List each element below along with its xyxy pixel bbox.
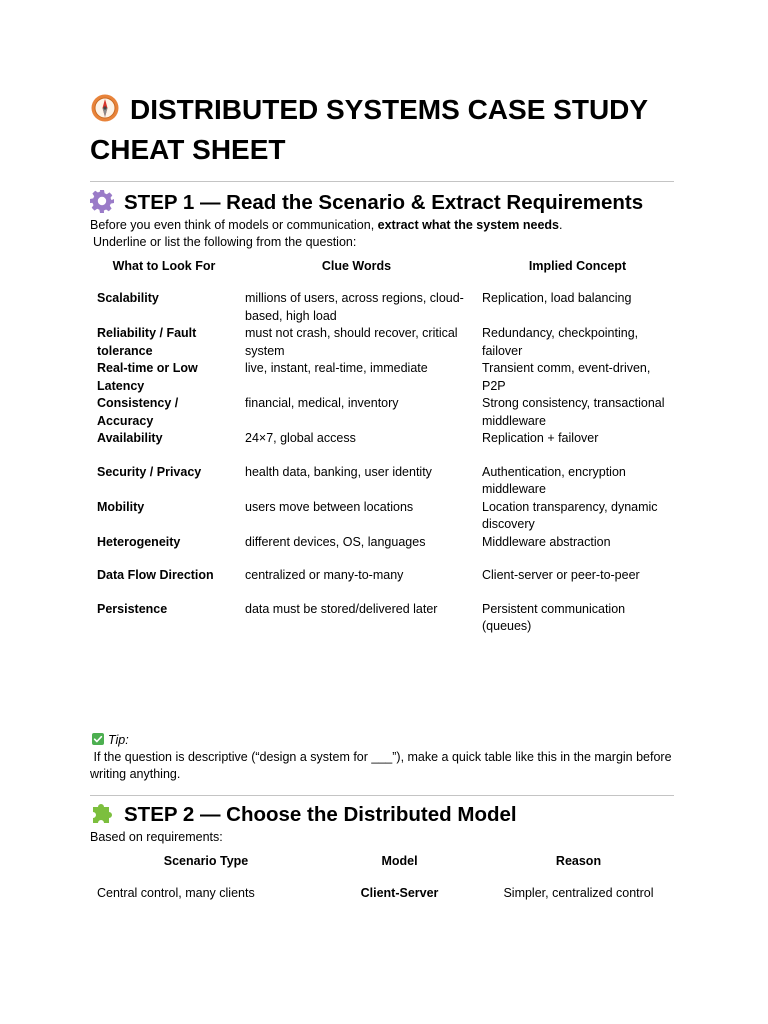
step2-heading — [90, 801, 517, 828]
reason-cell: Simpler, centralized control — [503, 886, 654, 900]
divider — [90, 181, 674, 182]
step1-intro2: Underline or list the following from the question: — [93, 235, 357, 249]
clue-words-cell: different devices, OS, languages — [245, 534, 426, 549]
implied-concept-cell: Middleware abstraction — [482, 534, 611, 549]
clue-words-cell: users move between locations — [245, 499, 414, 514]
column-header: What to Look For — [112, 259, 216, 273]
gear-icon — [90, 189, 114, 213]
table-row — [90, 360, 680, 395]
table-header-row — [90, 258, 680, 290]
requirement-cell: Availability — [97, 431, 163, 445]
scenario-type-cell: Central control, many clients — [97, 886, 255, 900]
table-row — [90, 395, 680, 430]
implied-concept-cell: Location transparency, dynamic discovery — [482, 499, 658, 532]
step1-intro-bold: extract what the system needs — [377, 218, 559, 232]
implied-concept-cell: Replication + failover — [482, 431, 599, 445]
puzzle-piece-icon — [90, 801, 114, 825]
clue-words-cell: millions of users, across regions, cloud-based, high load — [245, 291, 464, 323]
table-row — [90, 499, 680, 534]
requirement-cell: Persistence — [97, 601, 168, 616]
implied-concept-cell: Transient comm, event-driven, P2P — [482, 361, 651, 393]
step2-intro: Based on requirements: — [90, 830, 223, 844]
table-row — [90, 464, 680, 499]
column-header: Implied Concept — [528, 259, 627, 273]
requirement-cell: Mobility — [97, 499, 145, 514]
title-text: DISTRIBUTED SYSTEMS CASE STUDY CHEAT SHEET — [90, 94, 648, 165]
clue-words-cell: health data, banking, user identity — [245, 464, 432, 479]
clue-words-cell: 24×7, global access — [245, 431, 356, 445]
step1-intro — [90, 217, 562, 234]
table-row — [90, 325, 680, 360]
column-header: Model — [381, 854, 418, 868]
implied-concept-cell: Persistent communication (queues) — [482, 601, 626, 634]
step2-heading-text: STEP 2 — Choose the Distributed Model — [124, 803, 517, 826]
requirement-cell: Real-time or Low Latency — [97, 361, 198, 393]
requirements-table — [90, 258, 680, 636]
clue-words-cell: must not crash, should recover, critical system — [245, 326, 458, 358]
column-header: Scenario Type — [163, 854, 249, 868]
requirement-cell: Consistency / Accuracy — [97, 396, 179, 428]
implied-concept-cell: Authentication, encryption middleware — [482, 464, 626, 497]
check-mark-icon — [92, 733, 104, 745]
table-header-row — [90, 853, 680, 885]
implied-concept-cell: Replication, load balancing — [482, 291, 632, 305]
column-header: Reason — [555, 854, 602, 868]
table-row — [90, 567, 680, 601]
clue-words-cell: financial, medical, inventory — [245, 396, 399, 410]
implied-concept-cell: Strong consistency, transactional middleware — [482, 396, 665, 428]
model-table — [90, 853, 680, 909]
table-row — [90, 534, 680, 568]
compass-icon — [90, 93, 120, 123]
tip-label: Tip: — [108, 733, 129, 747]
implied-concept-cell: Client-server or peer-to-peer — [482, 568, 640, 583]
table-row — [90, 290, 680, 325]
table-row — [90, 601, 680, 636]
requirement-cell: Reliability / Fault tolerance — [97, 326, 197, 358]
requirement-cell: Scalability — [97, 291, 159, 305]
table-row — [90, 430, 680, 464]
step1-heading — [90, 189, 643, 216]
implied-concept-cell: Redundancy, checkpointing, failover — [482, 326, 639, 358]
clue-words-cell: data must be stored/delivered later — [245, 601, 438, 616]
requirement-cell: Heterogeneity — [97, 534, 181, 549]
tip-text — [90, 749, 680, 783]
model-cell: Client-Server — [360, 886, 439, 900]
tip-label-line — [92, 732, 129, 749]
table-row — [90, 885, 680, 909]
step1-intro-end: . — [558, 218, 563, 232]
requirement-cell: Data Flow Direction — [97, 568, 214, 583]
column-header: Clue Words — [321, 259, 392, 273]
clue-words-cell: centralized or many-to-many — [245, 568, 404, 583]
divider — [90, 795, 674, 796]
step1-intro-plain: Before you even think of models or communication, — [90, 218, 378, 232]
requirement-cell: Security / Privacy — [97, 464, 202, 479]
page-title — [90, 90, 690, 170]
tip-text-content: If the question is descriptive (“design a system for ___”), make a quick table like this in the margin before writing anything. — [90, 750, 672, 781]
step1-heading-text: STEP 1 — Read the Scenario & Extract Requirements — [124, 191, 644, 214]
clue-words-cell: live, instant, real-time, immediate — [245, 361, 428, 375]
